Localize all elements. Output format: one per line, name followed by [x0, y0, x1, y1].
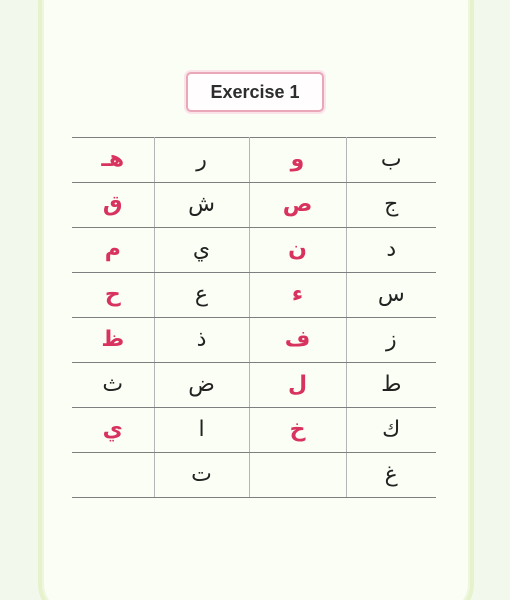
letter-cell: د — [346, 228, 436, 273]
letter-cell: ظ — [72, 318, 154, 363]
letter-cell: ش — [154, 183, 249, 228]
letter-cell — [72, 453, 154, 498]
letter-cell: ي — [154, 228, 249, 273]
table-row — [72, 228, 436, 273]
letter-cell: م — [72, 228, 154, 273]
letter-cell: س — [346, 273, 436, 318]
letter-cell: ض — [154, 363, 249, 408]
table-row — [72, 183, 436, 228]
letter-cell: ر — [154, 138, 249, 183]
letter-cell: و — [249, 138, 346, 183]
letter-cell: ك — [346, 408, 436, 453]
letter-cell: ع — [154, 273, 249, 318]
letter-cell: ت — [154, 453, 249, 498]
letter-cell: ب — [346, 138, 436, 183]
letter-cell: ذ — [154, 318, 249, 363]
letter-cell: خ — [249, 408, 346, 453]
table-row — [72, 138, 436, 183]
letter-cell: ث — [72, 363, 154, 408]
letter-cell: ح — [72, 273, 154, 318]
letter-cell: ز — [346, 318, 436, 363]
letter-cell: ا — [154, 408, 249, 453]
letters-table — [72, 137, 436, 498]
table-row — [72, 453, 436, 498]
exercise-title-box — [186, 72, 324, 112]
letter-cell: ء — [249, 273, 346, 318]
letter-cell: غ — [346, 453, 436, 498]
table-row — [72, 408, 436, 453]
letter-cell: ج — [346, 183, 436, 228]
letter-cell: ن — [249, 228, 346, 273]
letter-cell: ص — [249, 183, 346, 228]
letter-cell — [249, 453, 346, 498]
letter-cell: ط — [346, 363, 436, 408]
letter-cell: ي — [72, 408, 154, 453]
letter-cell: ل — [249, 363, 346, 408]
exercise-title: Exercise 1 — [210, 81, 300, 102]
table-row — [72, 363, 436, 408]
letter-cell: هـ — [72, 138, 154, 183]
table-row — [72, 273, 436, 318]
table-row — [72, 318, 436, 363]
letter-cell: ف — [249, 318, 346, 363]
letter-cell: ق — [72, 183, 154, 228]
